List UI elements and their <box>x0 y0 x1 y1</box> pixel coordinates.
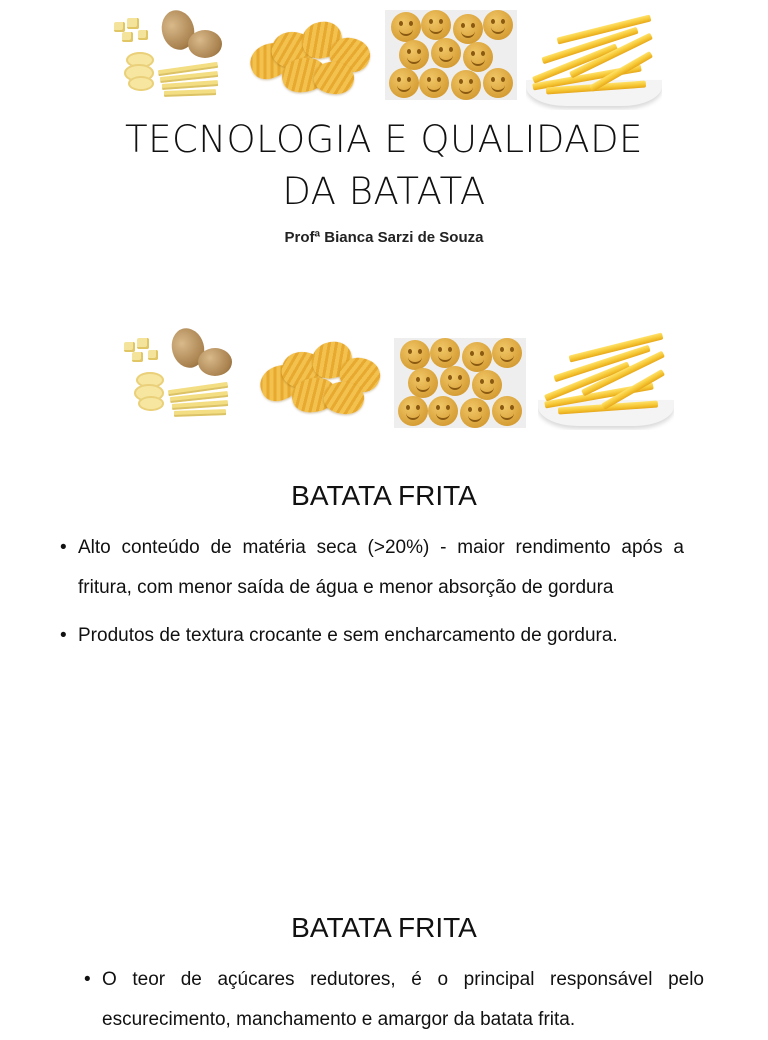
bullet-list <box>84 960 704 1040</box>
bullet-marker: • <box>60 537 67 558</box>
french-fries-image <box>538 330 674 430</box>
slide-heading: BATATA FRITA <box>291 480 477 511</box>
title-slide <box>0 0 768 300</box>
bullet-item <box>60 616 684 656</box>
smiley-potatoes-image <box>385 10 517 100</box>
bullet-text: Produtos de textura crocante e sem encharcamento de gordura. <box>78 625 618 646</box>
bullet-list <box>60 528 684 656</box>
bullet-item <box>84 960 704 1040</box>
bullet-marker: • <box>84 969 91 990</box>
bullet-text: Alto conteúdo de matéria seca (>20%) - maior rendimento após a fritura, com menor saída de água e menor absorção de gordura <box>78 537 684 598</box>
raw-potatoes-image <box>108 324 240 420</box>
potato-chips-image <box>242 16 376 98</box>
slide-heading: BATATA FRITA <box>291 912 477 943</box>
title-line-1: TECNOLOGIA E QUALIDADE <box>125 118 643 161</box>
presentation-title <box>0 114 768 218</box>
bullet-text: O teor de açúcares redutores, é o principal responsável pelo escurecimento, manchamento e amargor da batata frita. <box>102 969 704 1030</box>
french-fries-image <box>526 12 662 110</box>
content-slide-2 <box>0 880 768 1030</box>
raw-potatoes-image <box>96 8 232 100</box>
presenter-name: Profª Bianca Sarzi de Souza <box>284 229 484 246</box>
bullet-item <box>60 528 684 608</box>
bullet-marker: • <box>60 625 67 646</box>
content-slide-1 <box>0 300 768 900</box>
smiley-potatoes-image <box>394 338 526 428</box>
title-line-2: DA BATATA <box>282 170 486 213</box>
potato-chips-image <box>254 338 386 418</box>
